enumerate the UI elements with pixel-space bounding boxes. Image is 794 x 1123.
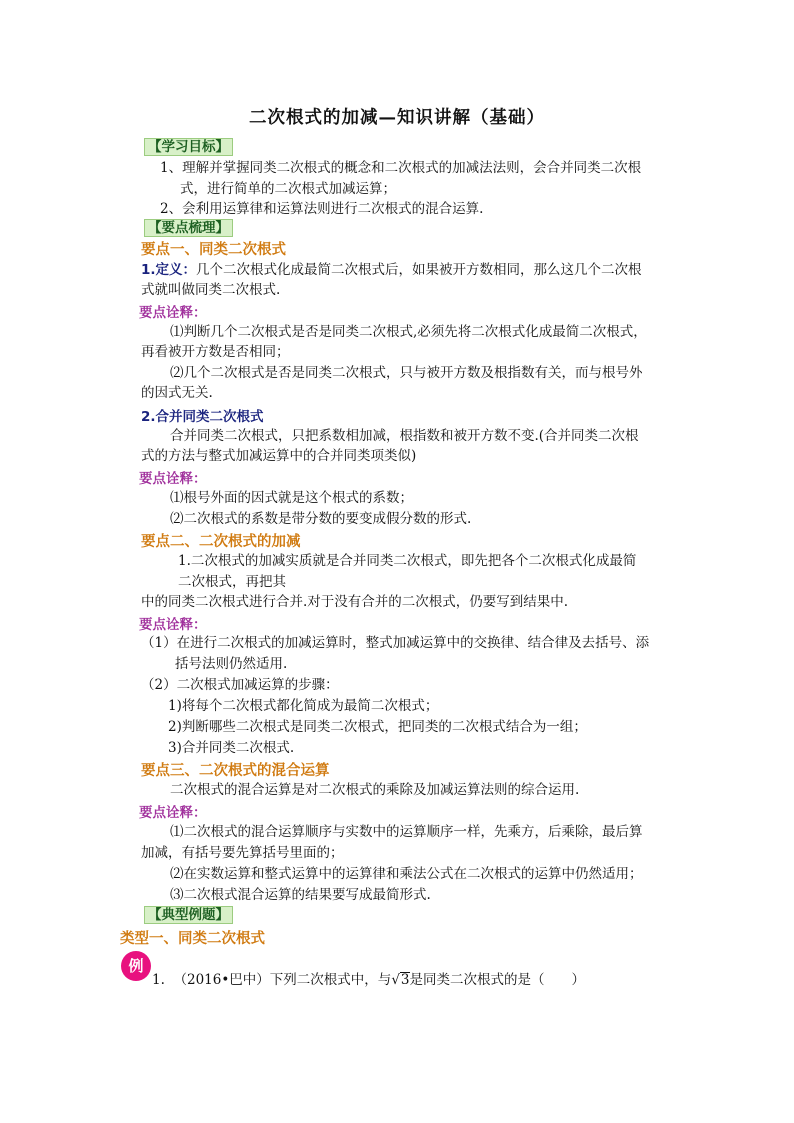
note-1-line-4: 的因式无关. <box>141 385 213 401</box>
note-label-4: 要点诠释： <box>139 805 207 821</box>
point3-text: 二次根式的混合运算是对二次根式的乘除及加减运算法则的综合运用. <box>170 782 580 798</box>
note-4-line-2: 加减，有括号要先算括号里面的； <box>141 845 344 861</box>
section-tag-key-points: 【要点梳理】 <box>144 219 233 237</box>
note-2-line-1: ⑴根号外面的因式就是这个根式的系数； <box>170 490 413 506</box>
note-4-line-3: ⑵在实数运算和整式运算中的运算律和乘法公式在二次根式的运算中仍然适用； <box>170 866 643 882</box>
definition-line-1 <box>141 261 642 279</box>
definition-text-1: 几个二次根式化成最简二次根式后，如果被开方数相同，那么这几个二次根 <box>196 262 642 278</box>
note-label-3: 要点诠释： <box>139 617 207 633</box>
page-title: 二次根式的加减—知识讲解（基础） <box>249 108 545 128</box>
note-1-line-1: ⑴判断几个二次根式是否是同类二次根式,必须先将二次根式化成最简二次根式， <box>170 324 647 340</box>
question-text-before: （2016•巴中）下列二次根式中，与 <box>173 972 392 988</box>
note-3-line-3: （2）二次根式加减运算的步骤： <box>141 677 339 693</box>
note-2-line-2: ⑵二次根式的系数是带分数的要变成假分数的形式. <box>170 511 472 527</box>
note-label-1: 要点诠释： <box>139 305 207 321</box>
heading-type-1: 类型一、同类二次根式 <box>120 931 265 947</box>
definition-line-2: 式就叫做同类二次根式. <box>141 282 281 298</box>
point2-line-2: 二次根式，再把其 <box>178 574 286 590</box>
note-3-line-5: 2)判断哪些二次根式是同类二次根式，把同类的二次根式结合为一组； <box>168 719 587 735</box>
heading-point-2: 要点二、二次根式的加减 <box>141 534 301 550</box>
sqrt-radicand: 3 <box>400 972 410 988</box>
goal-line-3: 2、会利用运算律和运算法则进行二次根式的混合运算. <box>160 201 484 217</box>
note-4-line-1: ⑴二次根式的混合运算顺序与实数中的运算顺序一样，先乘方，后乘除，最后算 <box>170 824 643 840</box>
heading-point-1: 要点一、同类二次根式 <box>141 242 286 258</box>
section-tag-learning-goals: 【学习目标】 <box>144 138 233 156</box>
note-3-line-1: （1）在进行二次根式的加减运算时，整式加减运算中的交换律、结合律及去括号、添 <box>141 635 650 651</box>
definition-label: 1.定义： <box>141 262 197 278</box>
note-1-line-2: 再看被开方数是否相同； <box>141 344 290 360</box>
question-number: 1. <box>152 972 165 988</box>
sqrt-icon: √ <box>391 972 400 988</box>
question-1 <box>152 971 585 989</box>
question-text-after: 是同类二次根式的是（ ） <box>409 972 586 988</box>
section-tag-examples: 【典型例题】 <box>144 906 233 924</box>
note-3-line-2: 括号法则仍然适用. <box>175 656 288 672</box>
point2-line-1: 1.二次根式的加减实质就是合并同类二次根式，即先把各个二次根式化成最简 <box>178 553 637 569</box>
heading-point-3: 要点三、二次根式的混合运算 <box>141 763 330 779</box>
point2-line-3: 中的同类二次根式进行合并.对于没有合并的二次根式，仍要写到结果中. <box>141 594 569 610</box>
merge-line-1: 合并同类二次根式，只把系数相加减，根指数和被开方数不变.(合并同类二次根 <box>170 428 639 444</box>
merge-line-2: 式的方法与整式加减运算中的合并同类项类似) <box>141 448 417 464</box>
goal-line-1: 1、理解并掌握同类二次根式的概念和二次根式的加减法法则，会合并同类二次根 <box>160 160 642 176</box>
note-3-line-4: 1)将每个二次根式都化简成为最简二次根式； <box>168 698 439 714</box>
goal-line-2: 式，进行简单的二次根式加减运算； <box>180 181 396 197</box>
note-label-2: 要点诠释： <box>139 471 207 487</box>
merge-heading: 2.合并同类二次根式 <box>141 409 264 425</box>
note-3-line-6: 3)合并同类二次根式. <box>168 740 295 756</box>
note-4-line-4: ⑶二次根式混合运算的结果要写成最简形式. <box>170 887 431 903</box>
note-1-line-3: ⑵几个二次根式是否是同类二次根式，只与被开方数及根指数有关，而与根号外 <box>170 365 643 381</box>
example-badge: 例 <box>121 951 151 981</box>
